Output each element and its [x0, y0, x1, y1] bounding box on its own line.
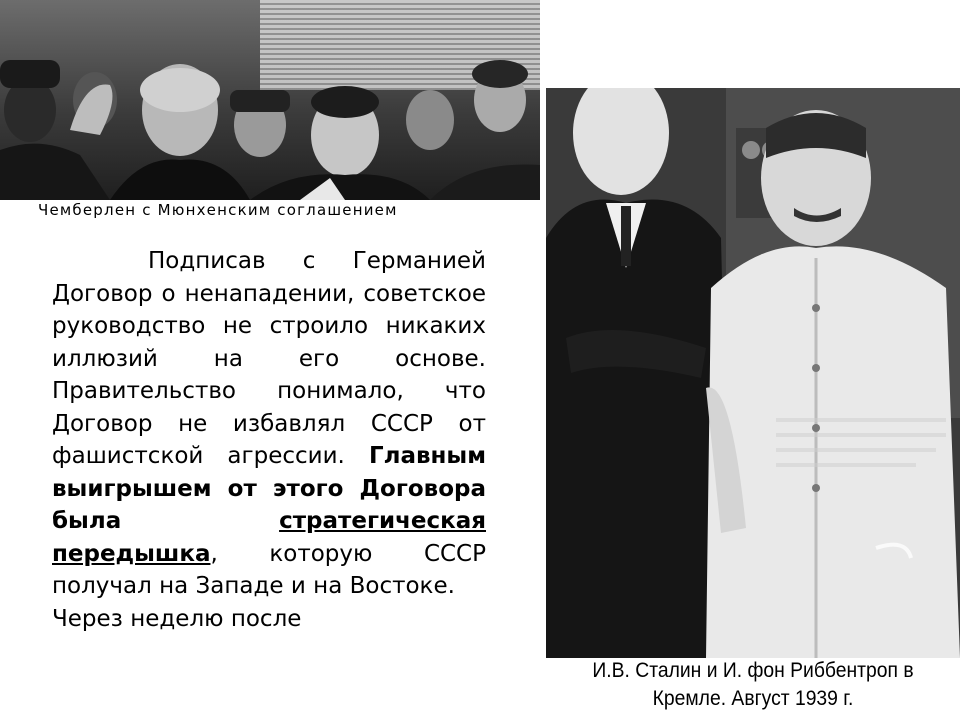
paragraph-1-tail: , которую СССР получал на Западе и на Востоке.: [52, 540, 486, 599]
portrait-image: [546, 88, 960, 658]
stalin-ribbentrop-photo: [546, 88, 960, 658]
paragraph-1-plain: Подписав с Германией Договор о ненападении, советское руководство не строило никаких иллюзий на его основе. Правительство понимало, что Договор не избавлял СССР от фашистской агрессии.: [52, 248, 486, 469]
strategic-respite-term: стратегическая передышка: [52, 508, 486, 567]
paragraph-1-bold: Главным выигрышем от этого Договора была: [52, 443, 487, 534]
right-caption-line-1: И.В. Сталин и И. фон Риббентроп в: [592, 659, 914, 682]
top-photo-caption: Чемберлен с Мюнхенским соглашением: [38, 201, 398, 219]
paragraph-1: [52, 245, 486, 603]
crowd-image: [0, 40, 540, 200]
body-text: [52, 245, 486, 635]
chamberlain-photo: [0, 0, 540, 200]
paragraph-2-start: Через неделю после: [52, 605, 302, 632]
right-caption-line-2: Кремле. Август 1939 г.: [652, 687, 854, 710]
right-photo-caption: [563, 657, 944, 713]
paragraph-2: [52, 603, 486, 636]
